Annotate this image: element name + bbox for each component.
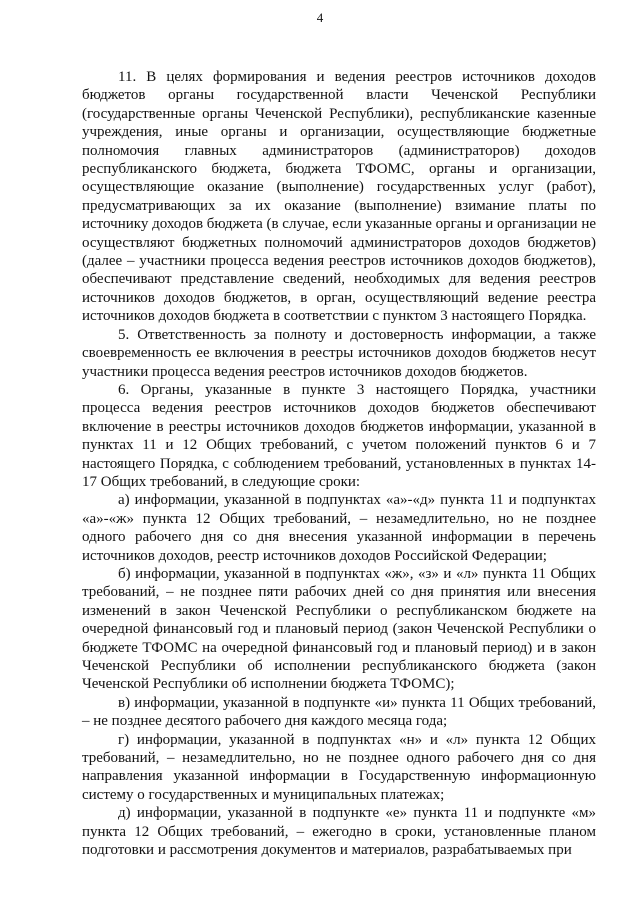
document-body	[82, 68, 596, 859]
paragraph-6: 6. Органы, указанные в пункте 3 настоящего Порядка, участники процесса ведения реестров источников доходов бюджетов обеспечивают включение в реестры источников доходов бюджетов информации, указанной в пунктах 11 и 12 Общих требований, с учетом положений пунктов 6 и 7 настоящего Порядка, с соблюдением требований, установленных в пунктах 14-17 Общих требований, в следующие сроки:	[82, 381, 596, 490]
subparagraph-b: б) информации, указанной в подпунктах «ж», «з» и «л» пункта 11 Общих требований, – не позднее пяти рабочих дней со дня принятия или внесения изменений в закон Чеченской Республики о республиканском бюджете на очередной финансовый год и плановый период (закон Чеченской Республики о бюджете ТФОМС на очередной финансовый год и плановый период) и в закон Чеченской Республики об исполнении республиканского бюджета (закон Чеченской Республики об исполнении бюджета ТФОМС);	[82, 565, 596, 693]
paragraph-11: 11. В целях формирования и ведения реестров источников доходов бюджетов органы государственной власти Чеченской Республики (государственные органы Чеченской Республики), республиканские казенные учреждения, иные органы и организации, осуществляющие бюджетные полномочия главных администраторов (администраторов) доходов республиканского бюджета, бюджета ТФОМС, органы и организации, осуществляющие оказание (выполнение) государственных услуг (работ), предусматривающих за их оказание (выполнение) взимание платы по источнику доходов бюджета (в случае, если указанные органы и организации не осуществляют бюджетных полномочий администраторов доходов бюджетов) (далее – участники процесса ведения реестров источников доходов бюджетов), обеспечивают представление сведений, необходимых для ведения реестров источников доходов бюджетов, в орган, осуществляющий ведение реестра источников доходов бюджета в соответствии с пунктом 3 настоящего Порядка.	[82, 69, 597, 325]
subparagraph-v: в) информации, указанной в подпункте «и» пункта 11 Общих требований, – не позднее десятого рабочего дня каждого месяца года;	[82, 694, 596, 730]
subparagraph-d: д) информации, указанной в подпункте «е» пункта 11 и подпункте «м» пункта 12 Общих требований, – ежегодно в сроки, установленные планом подготовки и рассмотрения документов и материалов, разрабатываемых при	[82, 805, 596, 859]
subparagraph-g: г) информации, указанной в подпунктах «н» и «л» пункта 12 Общих требований, – незамедлительно, но не позднее одного рабочего дня со дня направления указанной информации в Государственную информационную систему о государственных и муниципальных платежах;	[82, 731, 596, 803]
page-number: 4	[316, 10, 324, 25]
subparagraph-a: а) информации, указанной в подпунктах «а»-«д» пункта 11 и подпунктах «а»-«ж» пункта 12 Общих требований, – незамедлительно, но не позднее одного рабочего дня со дня внесения указанной информации в перечень источников доходов, реестр источников доходов Российской Федерации;	[82, 492, 596, 564]
paragraph-5: 5. Ответственность за полноту и достоверность информации, а также своевременность ее включения в реестры источников доходов бюджетов несут участники процесса ведения реестров источников доходов бюджетов.	[82, 326, 596, 380]
